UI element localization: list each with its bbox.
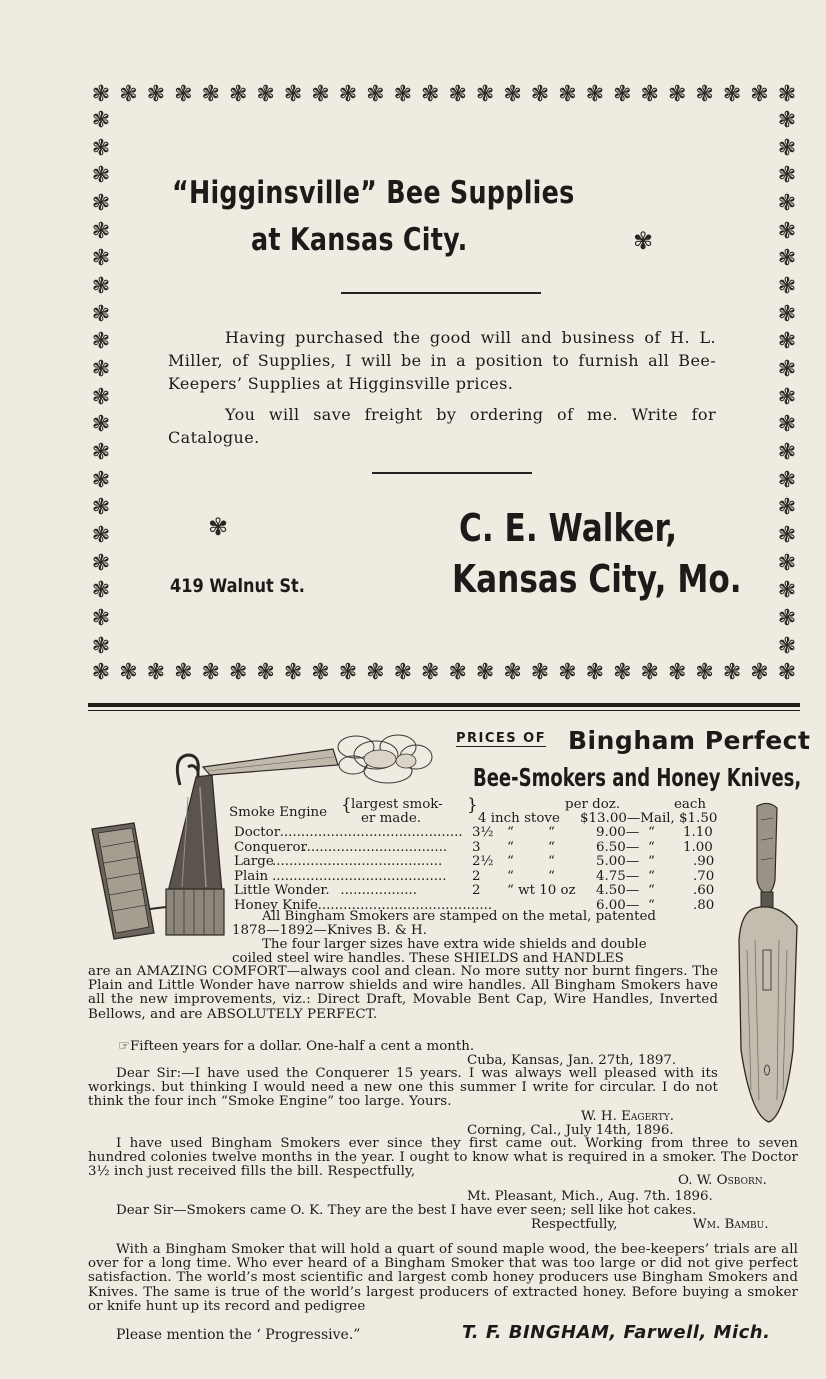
flower-ornament-icon: ❃ bbox=[91, 660, 111, 685]
shields-line-2: coiled steel wire handles. These SHIELDS and HANDLES bbox=[232, 951, 624, 966]
flower-ornament-icon: ❃ bbox=[777, 550, 797, 576]
flower-ornament-icon: ❃ bbox=[640, 82, 659, 107]
flower-ornament-icon: ❃ bbox=[777, 218, 797, 244]
price-row-leader-dots: .................. bbox=[340, 883, 418, 899]
price-row-ditto-3: “ bbox=[648, 883, 655, 899]
price-row-name: Doctor bbox=[234, 825, 281, 840]
testimonial-3-respectfully: Respectfully, bbox=[531, 1217, 618, 1232]
flower-ornament-icon: ❃ bbox=[91, 191, 111, 217]
flower-ornament-icon: ❃ bbox=[421, 660, 440, 685]
honey-knife-illustration bbox=[733, 800, 803, 1125]
flower-ornament-icon: ❃ bbox=[421, 82, 440, 107]
price-row-leader-dots: ........................................ bbox=[272, 854, 443, 870]
per-doz-header: per doz. bbox=[565, 797, 621, 812]
price-row-per-doz: 5.00— bbox=[596, 854, 640, 870]
smoke-engine-label: Smoke Engine bbox=[229, 805, 328, 820]
price-row-ditto-3: “ bbox=[648, 825, 655, 840]
flower-ornament-icon: ❃ bbox=[777, 357, 797, 383]
price-row-ditto-3: “ bbox=[648, 839, 655, 855]
stove-size-header: 4 inch stove bbox=[478, 811, 560, 826]
flower-ornament-icon: ❃ bbox=[667, 82, 687, 107]
shields-paragraph: are an AMAZING COMFORT—always cool and clean. No more sutty nor burnt fingers. The Plain and Little Wonder have narrow shields and wire handles. All Bingham Smokers have all the new improvements, viz.: Direct Draft, Movable Bent Cap, Wire Handles, Inverted Bellows, and are ABSOLUTELY PERFECT. bbox=[88, 964, 718, 1022]
price-row-each: 1.00 bbox=[683, 839, 713, 855]
testimonial-3-signature: Wm. Bambu. bbox=[693, 1217, 769, 1232]
flower-ornament-icon: ❃ bbox=[228, 82, 248, 107]
price-row-each: .80 bbox=[693, 898, 715, 913]
merchant-city: Kansas City, Mo. bbox=[452, 557, 742, 601]
street-address: 419 Walnut St. bbox=[170, 575, 305, 597]
price-row-name: Conqueror bbox=[234, 839, 307, 855]
flower-ornament-icon: ❃ bbox=[695, 82, 714, 107]
flower-ornament-icon: ❃ bbox=[146, 82, 166, 107]
testimonial-3-place: Mt. Pleasant, Mich., Aug. 7th. 1896. bbox=[467, 1189, 713, 1204]
price-row-ditto-3: “ bbox=[648, 854, 655, 870]
flower-ornament-icon: ❃ bbox=[777, 606, 797, 632]
price-row-leader-dots: ......................................... bbox=[272, 868, 447, 884]
testimonial-2-body: I have used Bingham Smokers ever since they first came out. Working from three to seven hundred colonies twelve months in the year. I ought to know what is required in a smoker. The Doctor 3½ inch just received fills the bill. Respectfully, bbox=[88, 1136, 798, 1180]
flower-ornament-icon: ❃ bbox=[91, 384, 111, 410]
price-row-stove-size: 2½ bbox=[472, 854, 494, 870]
flower-ornament-icon: ❃ bbox=[91, 329, 111, 355]
flower-ornament-icon: ❃ bbox=[91, 440, 111, 466]
flower-ornament-icon: ❃ bbox=[503, 660, 522, 685]
testimonial-2-place: Corning, Cal., July 14th, 1896. bbox=[467, 1123, 674, 1138]
flower-ornament-icon: ❃ bbox=[530, 660, 550, 685]
flower-ornament-icon: ❃ bbox=[283, 82, 303, 107]
price-row-stove-size: 2 bbox=[472, 868, 481, 884]
flower-ornament-icon: ❃ bbox=[777, 412, 797, 438]
bee-ornament-icon: ✾ bbox=[633, 227, 654, 255]
flower-ornament-icon: ❃ bbox=[91, 633, 111, 659]
flower-ornament-icon: ❃ bbox=[777, 467, 797, 493]
price-row-name: Large bbox=[234, 854, 274, 870]
flower-ornament-icon: ❃ bbox=[201, 82, 220, 107]
flower-ornament-icon: ❃ bbox=[777, 191, 797, 217]
flower-ornament-icon: ❃ bbox=[695, 660, 714, 685]
price-row-name: Little Wonder. bbox=[234, 883, 330, 899]
flower-ornament-icon: ❃ bbox=[201, 660, 220, 685]
flower-ornament-icon: ❃ bbox=[91, 135, 111, 161]
flower-ornament-icon: ❃ bbox=[174, 82, 193, 107]
flower-ornament-icon: ❃ bbox=[91, 82, 111, 107]
flower-ornament-icon: ❃ bbox=[283, 660, 303, 685]
closing-paragraph: With a Bingham Smoker that will hold a quart of sound maple wood, the bee-keepers’ trials are all over for a long time. Who ever heard of a Bingham Smoker that was too large or did not give perfect satisfaction. The world’s most scientific and largest comb honey producers use Bingham Smokers and Knives. The same is true of the world’s largest producers of extracted honey. Before buying a smoker or knife hunt up its record and pedigree bbox=[88, 1242, 798, 1314]
flower-ornament-icon: ❃ bbox=[91, 163, 111, 189]
flower-ornament-icon: ❃ bbox=[475, 660, 495, 685]
flower-ornament-icon: ❃ bbox=[146, 660, 166, 685]
price-row-ditto-2: “ bbox=[548, 825, 555, 840]
price-row-stove-size: 2 bbox=[472, 883, 481, 899]
price-row-ditto-1: “ bbox=[507, 825, 514, 840]
flower-ornament-icon: ❃ bbox=[613, 660, 632, 685]
flower-ornament-icon: ❃ bbox=[256, 660, 275, 685]
prices-of-label: PRICES OF bbox=[456, 731, 547, 746]
flower-ornament-icon: ❃ bbox=[777, 274, 797, 300]
flower-ornament-icon: ❃ bbox=[640, 660, 659, 685]
price-row-leader-dots: ......................................... bbox=[317, 898, 493, 913]
flower-ornament-icon: ❃ bbox=[91, 218, 111, 244]
price-row-per-doz: 6.50— bbox=[596, 839, 640, 855]
flower-ornament-icon: ❃ bbox=[91, 578, 111, 604]
flower-ornament-icon: ❃ bbox=[530, 82, 550, 107]
flower-ornament-icon: ❃ bbox=[338, 82, 358, 107]
fifteen-years-line: ☞Fifteen years for a dollar. One-half a cent a month. bbox=[118, 1039, 475, 1054]
testimonial-1-body: Dear Sir:—I have used the Conquerer 15 years. I was always well pleased with its workings. but thinking I would need a new one this summer I write for circular. I do not think the four inch “Smoke Engine” too large. Yours. bbox=[88, 1066, 718, 1110]
price-row-stove-size: 3½ bbox=[472, 825, 494, 840]
flower-ornament-icon: ❃ bbox=[777, 163, 797, 189]
price-row-each: .70 bbox=[693, 868, 715, 884]
flower-ornament-icon: ❃ bbox=[174, 660, 193, 685]
flower-ornament-icon: ❃ bbox=[558, 82, 577, 107]
footer-bingham-address: T. F. BINGHAM, Farwell, Mich. bbox=[462, 1322, 771, 1343]
bingham-title: Bingham Perfect bbox=[568, 726, 811, 755]
flower-ornament-icon: ❃ bbox=[750, 82, 769, 107]
price-row-ditto-1: “ wt 10 oz bbox=[507, 883, 576, 899]
flower-ornament-icon: ❃ bbox=[777, 384, 797, 410]
brace-left-icon: { bbox=[341, 795, 352, 815]
testimonial-3-body: Dear Sir—Smokers came O. K. They are the best I have ever seen; sell like hot cakes. bbox=[116, 1203, 697, 1218]
flower-ornament-icon: ❃ bbox=[366, 660, 385, 685]
flower-ornament-icon: ❃ bbox=[311, 660, 330, 685]
flower-ornament-icon: ❃ bbox=[777, 578, 797, 604]
flower-ornament-icon: ❃ bbox=[722, 82, 742, 107]
headline-line-1: “Higginsville” Bee Supplies bbox=[172, 175, 575, 211]
bingham-subtitle: Bee-Smokers and Honey Knives, bbox=[473, 763, 802, 792]
testimonial-1-signature: W. H. Eagerty. bbox=[581, 1109, 674, 1124]
flower-ornament-icon: ❃ bbox=[338, 660, 358, 685]
flower-ornament-icon: ❃ bbox=[558, 660, 577, 685]
flower-ornament-icon: ❃ bbox=[613, 82, 632, 107]
smoke-engine-desc-2: er made. bbox=[361, 811, 422, 826]
price-row-ditto-2: “ bbox=[548, 868, 555, 884]
flower-ornament-icon: ❃ bbox=[750, 660, 769, 685]
flower-ornament-icon: ❃ bbox=[256, 82, 275, 107]
flower-ornament-icon: ❃ bbox=[777, 82, 797, 107]
price-row-ditto-3: “ bbox=[648, 898, 655, 913]
flower-ornament-icon: ❃ bbox=[777, 301, 797, 327]
brace-right-icon: } bbox=[467, 795, 478, 815]
flower-ornament-icon: ❃ bbox=[777, 246, 797, 272]
paragraph-purchase: Having purchased the good will and business of H. L. Miller, of Supplies, I will be in a position to furnish all Bee-Keepers’ Supplies at Higginsville prices. bbox=[168, 328, 716, 393]
flower-ornament-icon: ❃ bbox=[91, 246, 111, 272]
stamped-line-2: 1878—1892—Knives B. & H. bbox=[232, 923, 427, 938]
flower-ornament-icon: ❃ bbox=[777, 329, 797, 355]
flower-ornament-icon: ❃ bbox=[777, 495, 797, 521]
flower-ornament-icon: ❃ bbox=[91, 301, 111, 327]
headline-line-2: at Kansas City. bbox=[251, 222, 468, 258]
price-row-name: Plain bbox=[234, 868, 269, 884]
price-row-leader-dots: ........................................... bbox=[279, 825, 463, 840]
flower-ornament-icon: ❃ bbox=[722, 660, 742, 685]
price-row-each: .60 bbox=[693, 883, 715, 899]
footer-mention: Please mention the ‘ Progressive.” bbox=[116, 1327, 361, 1343]
price-row-leader-dots: .................................. bbox=[302, 839, 448, 855]
price-row-ditto-3: “ bbox=[648, 868, 655, 884]
price-row-ditto-1: “ bbox=[507, 839, 514, 855]
flower-ornament-icon: ❃ bbox=[667, 660, 687, 685]
flower-ornament-icon: ❃ bbox=[91, 523, 111, 549]
flower-ornament-icon: ❃ bbox=[585, 660, 605, 685]
flower-ornament-icon: ❃ bbox=[91, 274, 111, 300]
stamped-line-1: All Bingham Smokers are stamped on the metal, patented bbox=[262, 909, 656, 924]
flower-ornament-icon: ❃ bbox=[777, 523, 797, 549]
price-row-per-doz: 4.50— bbox=[596, 883, 640, 899]
flower-ornament-icon: ❃ bbox=[119, 82, 138, 107]
testimonial-2-signature: O. W. Osborn. bbox=[678, 1173, 767, 1188]
price-row-name: Honey Knife bbox=[234, 898, 318, 913]
smoke-engine-prices: $13.00—Mail, $1.50 bbox=[580, 811, 718, 826]
flower-ornament-icon: ❃ bbox=[503, 82, 522, 107]
flower-ornament-icon: ❃ bbox=[585, 82, 605, 107]
each-header: each bbox=[674, 797, 707, 812]
flower-ornament-icon: ❃ bbox=[91, 495, 111, 521]
flower-ornament-icon: ❃ bbox=[228, 660, 248, 685]
flower-ornament-icon: ❃ bbox=[366, 82, 385, 107]
paragraph-catalogue: You will save freight by ordering of me. Write for Catalogue. bbox=[168, 405, 716, 447]
flower-ornament-icon: ❃ bbox=[448, 82, 467, 107]
flower-ornament-icon: ❃ bbox=[448, 660, 467, 685]
price-row-ditto-2: “ bbox=[548, 854, 555, 870]
flower-ornament-icon: ❃ bbox=[91, 467, 111, 493]
flower-ornament-icon: ❃ bbox=[91, 108, 111, 133]
flower-ornament-icon: ❃ bbox=[91, 550, 111, 576]
price-row-per-doz: 4.75— bbox=[596, 868, 640, 884]
flower-ornament-icon: ❃ bbox=[119, 660, 138, 685]
flower-ornament-icon: ❃ bbox=[777, 660, 797, 685]
flower-ornament-icon: ❃ bbox=[777, 440, 797, 466]
price-row-ditto-1: “ bbox=[507, 854, 514, 870]
price-row-each: 1.10 bbox=[683, 825, 713, 840]
merchant-name: C. E. Walker, bbox=[459, 506, 678, 550]
flower-ornament-icon: ❃ bbox=[777, 108, 797, 133]
price-row-each: .90 bbox=[693, 854, 715, 870]
price-row-stove-size: 3 bbox=[472, 839, 481, 855]
flower-ornament-icon: ❃ bbox=[91, 606, 111, 632]
bee-ornament-icon-2: ✾ bbox=[208, 513, 229, 541]
price-row-ditto-2: “ bbox=[548, 839, 555, 855]
flower-ornament-icon: ❃ bbox=[777, 135, 797, 161]
flower-ornament-icon: ❃ bbox=[393, 82, 413, 107]
smoke-engine-desc-1: largest smok- bbox=[351, 797, 443, 812]
flower-ornament-icon: ❃ bbox=[311, 82, 330, 107]
price-row-per-doz: 6.00— bbox=[596, 898, 640, 913]
price-row-ditto-1: “ bbox=[507, 868, 514, 884]
price-row-per-doz: 9.00— bbox=[596, 825, 640, 840]
flower-ornament-icon: ❃ bbox=[91, 412, 111, 438]
flower-ornament-icon: ❃ bbox=[475, 82, 495, 107]
shields-line-1: The four larger sizes have extra wide shields and double bbox=[262, 937, 647, 952]
testimonial-1-place: Cuba, Kansas, Jan. 27th, 1897. bbox=[467, 1053, 677, 1068]
flower-ornament-icon: ❃ bbox=[393, 660, 413, 685]
flower-ornament-icon: ❃ bbox=[91, 357, 111, 383]
flower-ornament-icon: ❃ bbox=[777, 633, 797, 659]
